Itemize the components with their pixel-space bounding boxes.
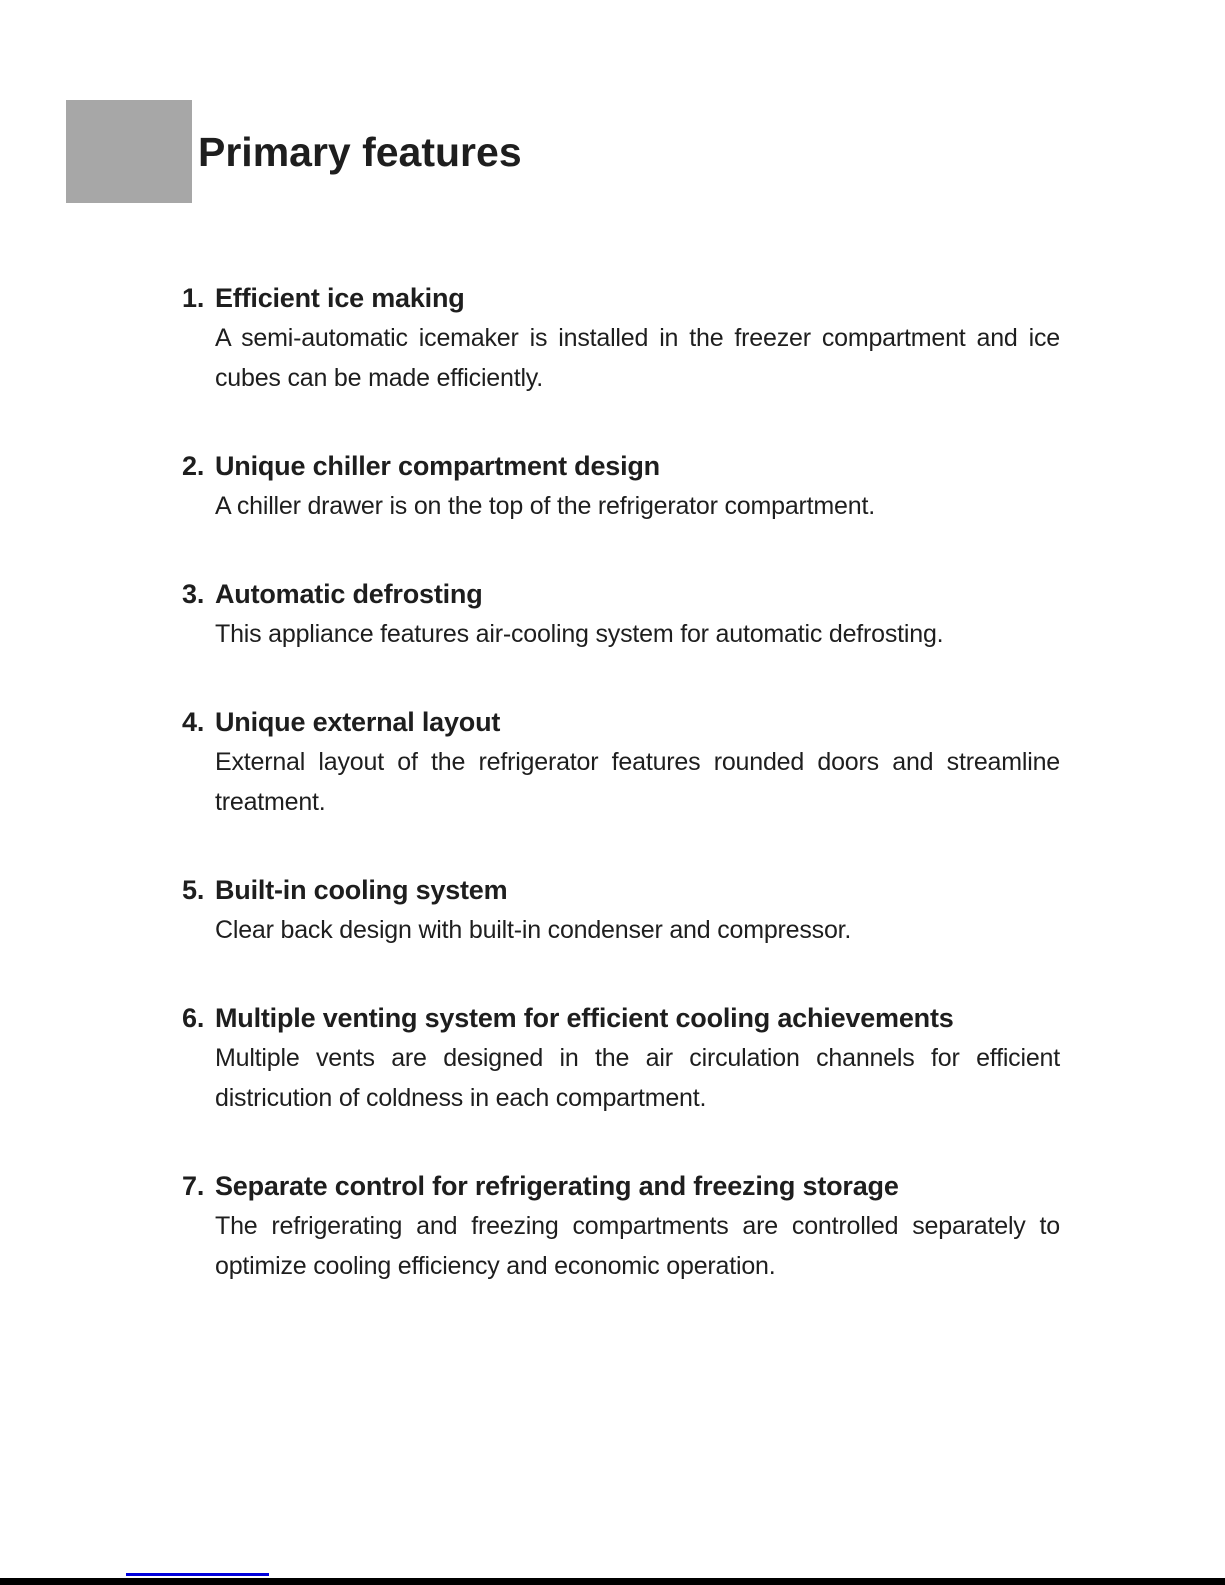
feature-number: 3.: [182, 579, 205, 609]
feature-description: External layout of the refrigerator features rounded doors and streamline treatment.: [215, 748, 1060, 816]
feature-title: Unique chiller compartment design: [215, 451, 660, 481]
feature-description: A semi-automatic icemaker is installed in the freezer compartment and ice cubes can be made efficiently.: [215, 324, 1060, 392]
feature-title: Separate control for refrigerating and freezing storage: [215, 1171, 899, 1201]
page-title: Primary features: [198, 129, 522, 175]
feature-description: This appliance features air-cooling system for automatic defrosting.: [215, 620, 944, 648]
page-bottom-border: [0, 1578, 1225, 1585]
feature-heading: [182, 574, 1060, 614]
feature-number: 6.: [182, 1003, 205, 1033]
feature-item-5: [182, 870, 1060, 950]
feature-item-2: [182, 446, 1060, 526]
footer-link[interactable]: [126, 1573, 269, 1576]
feature-heading: [182, 446, 1060, 486]
feature-number: 1.: [182, 283, 205, 313]
feature-title: Efficient ice making: [215, 283, 465, 313]
feature-heading: [182, 702, 1060, 742]
feature-description: A chiller drawer is on the top of the refrigerator compartment.: [215, 492, 875, 520]
feature-item-1: [182, 278, 1060, 398]
feature-description: Clear back design with built-in condenser and compressor.: [215, 916, 852, 944]
feature-heading: [182, 998, 1060, 1038]
feature-number: 4.: [182, 707, 205, 737]
feature-title: Automatic defrosting: [215, 579, 483, 609]
section-marker-box: [66, 100, 192, 203]
feature-title: Multiple venting system for efficient cooling achievements: [215, 1003, 954, 1033]
features-list: [182, 278, 1060, 1334]
feature-number: 5.: [182, 875, 205, 905]
feature-description: Multiple vents are designed in the air circulation channels for efficient districution of coldness in each compartment.: [215, 1044, 1060, 1112]
feature-heading: [182, 1166, 1060, 1206]
feature-heading: [182, 870, 1060, 910]
feature-item-3: [182, 574, 1060, 654]
feature-number: 2.: [182, 451, 205, 481]
feature-description: The refrigerating and freezing compartments are controlled separately to optimize cooling efficiency and economic operation.: [215, 1212, 1060, 1280]
feature-title: Built-in cooling system: [215, 875, 508, 905]
feature-heading: [182, 278, 1060, 318]
feature-title: Unique external layout: [215, 707, 501, 737]
feature-item-4: [182, 702, 1060, 822]
feature-number: 7.: [182, 1171, 205, 1201]
feature-item-6: [182, 998, 1060, 1118]
feature-item-7: [182, 1166, 1060, 1286]
